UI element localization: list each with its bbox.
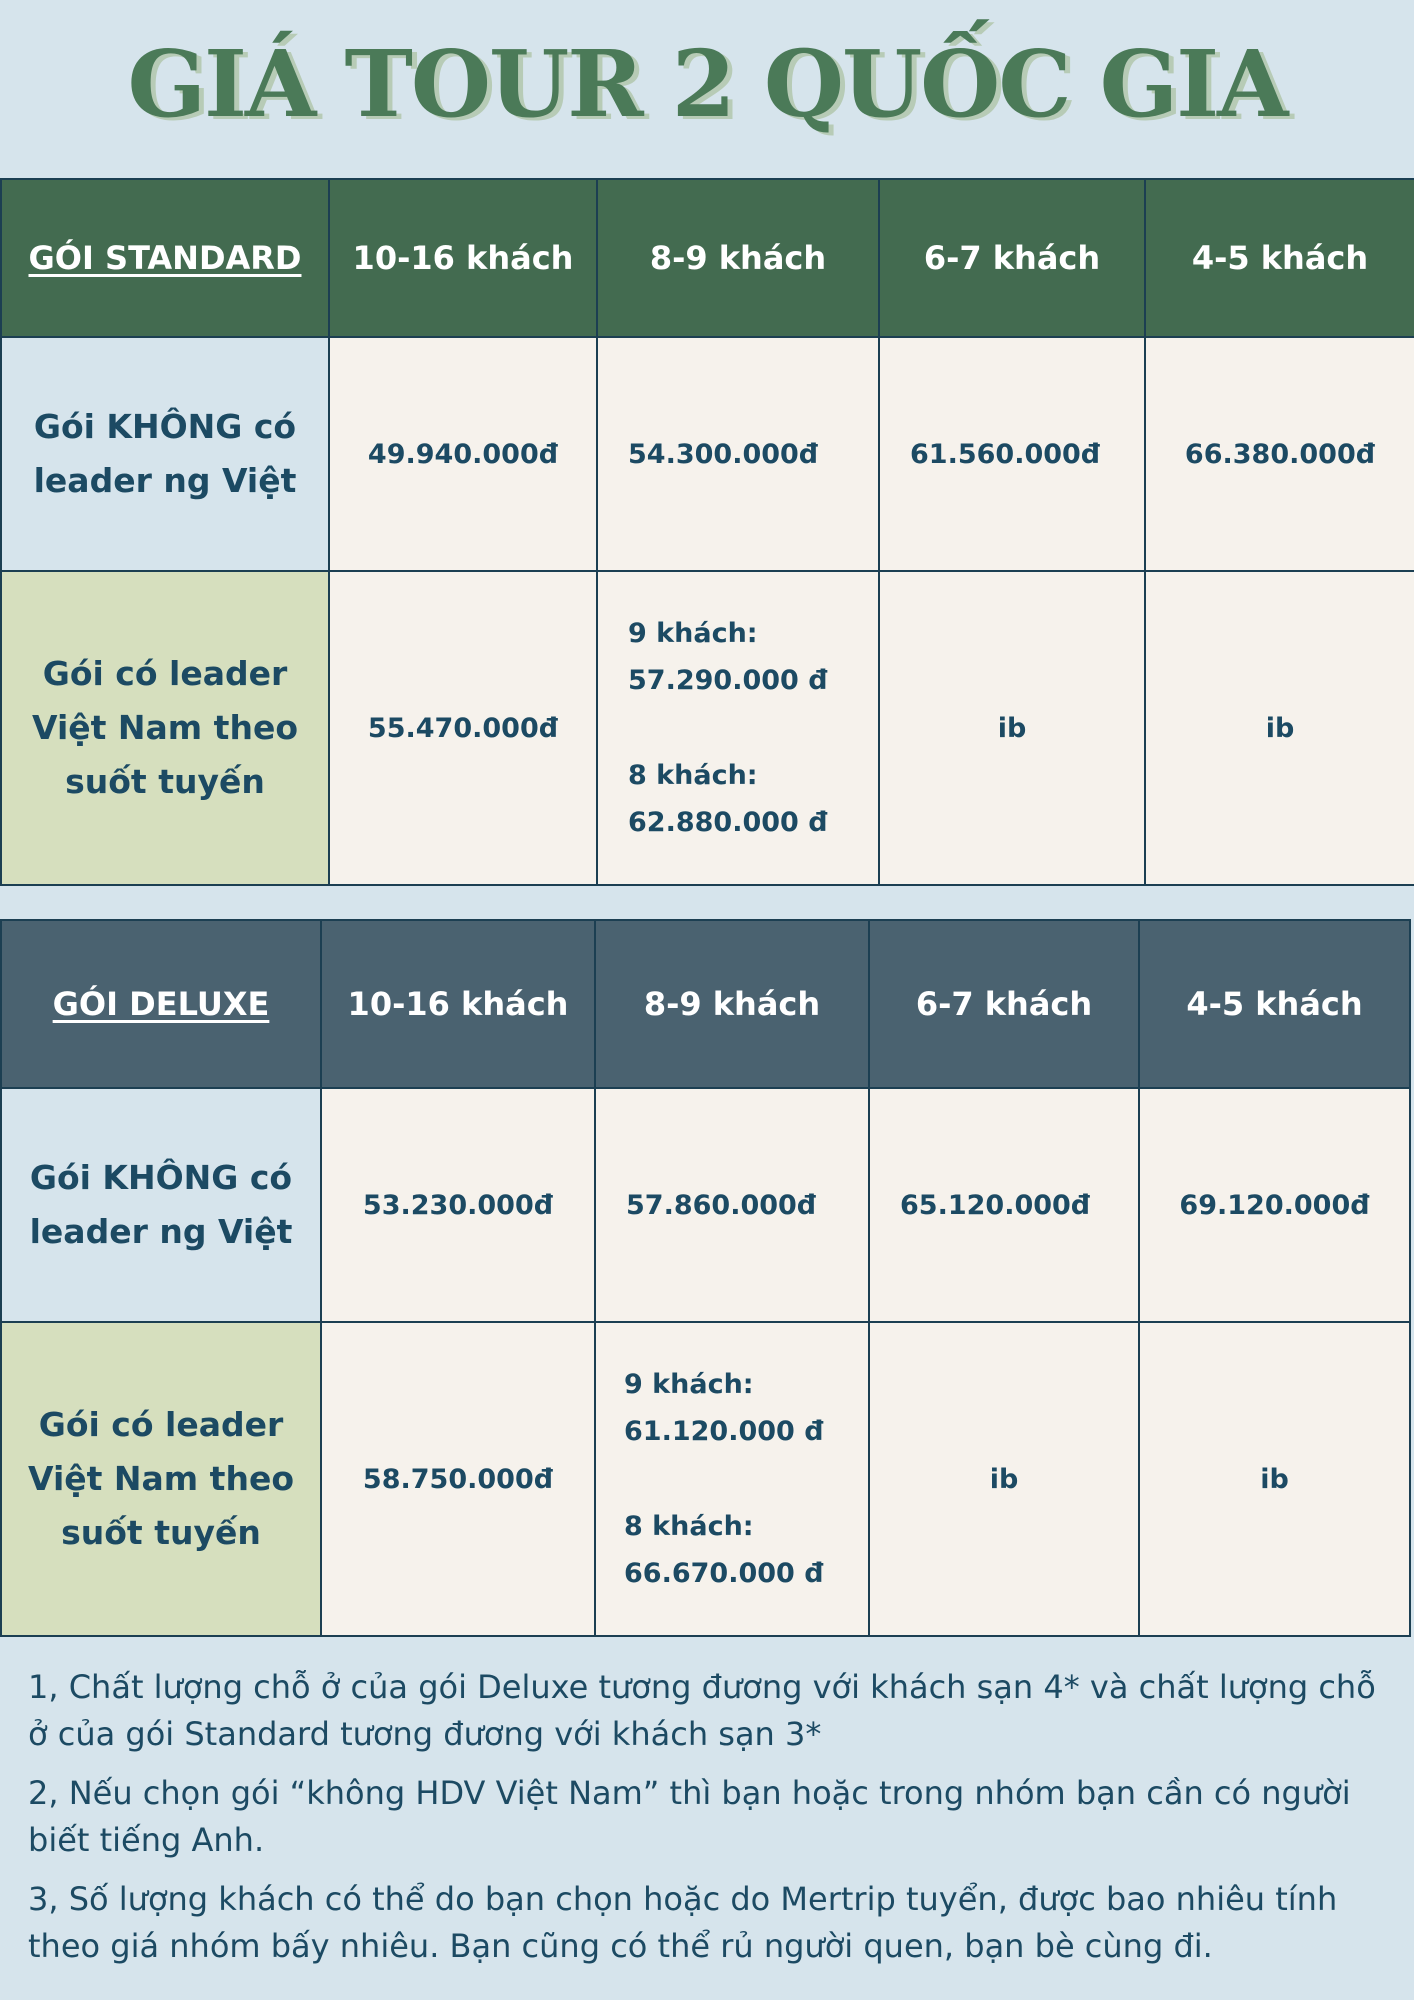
price-cell-multi: 9 khách: 61.120.000 đ 8 khách: 66.670.000 đ <box>595 1322 869 1636</box>
table-row <box>1 1088 1410 1322</box>
price-cell: 66.380.000đ <box>1145 337 1414 571</box>
row-label-with-leader: Gói có leader Việt Nam theo suốt tuyến <box>1 571 329 885</box>
package-name-deluxe: GÓI DELUXE <box>1 920 321 1088</box>
price-cell: ib <box>1145 571 1414 885</box>
price-cell: 54.300.000đ <box>597 337 879 571</box>
table-row <box>1 337 1414 571</box>
column-header: 4-5 khách <box>1139 920 1410 1088</box>
notes-section <box>28 1664 1398 1982</box>
standard-price-table <box>0 178 1414 886</box>
row-label-no-leader: Gói KHÔNG có leader ng Việt <box>1 337 329 571</box>
note-item: 2, Nếu chọn gói “không HDV Việt Nam” thì bạn hoặc trong nhóm bạn cần có người biết tiếng Anh. <box>28 1774 1351 1859</box>
table-header-row <box>1 920 1410 1088</box>
price-cell: 65.120.000đ <box>869 1088 1139 1322</box>
column-header: 8-9 khách <box>595 920 869 1088</box>
note-item: 1, Chất lượng chỗ ở của gói Deluxe tương đương với khách sạn 4* và chất lượng chỗ ở của gói Standard tương đương với khách sạn 3* <box>28 1668 1376 1753</box>
note-item: 3, Số lượng khách có thể do bạn chọn hoặc do Mertrip tuyển, được bao nhiêu tính theo giá nhóm bấy nhiêu. Bạn cũng có thể rủ người quen, bạn bè cùng đi. <box>28 1880 1338 1965</box>
column-header: 4-5 khách <box>1145 179 1414 337</box>
column-header: 6-7 khách <box>869 920 1139 1088</box>
price-cell: ib <box>879 571 1145 885</box>
column-header: 8-9 khách <box>597 179 879 337</box>
price-cell: 53.230.000đ <box>321 1088 595 1322</box>
row-label-no-leader: Gói KHÔNG có leader ng Việt <box>1 1088 321 1322</box>
price-cell: 69.120.000đ <box>1139 1088 1410 1322</box>
table-row <box>1 1322 1410 1636</box>
column-header: 10-16 khách <box>321 920 595 1088</box>
price-cell: 61.560.000đ <box>879 337 1145 571</box>
price-cell: 55.470.000đ <box>329 571 597 885</box>
table-header-row <box>1 179 1414 337</box>
table-row <box>1 571 1414 885</box>
price-cell: 58.750.000đ <box>321 1322 595 1636</box>
package-name-standard: GÓI STANDARD <box>1 179 329 337</box>
price-cell: ib <box>869 1322 1139 1636</box>
deluxe-price-table <box>0 919 1411 1637</box>
page-title: GIÁ TOUR 2 QUỐC GIA <box>127 30 1287 138</box>
row-label-with-leader: Gói có leader Việt Nam theo suốt tuyến <box>1 1322 321 1636</box>
price-cell: 57.860.000đ <box>595 1088 869 1322</box>
price-cell: ib <box>1139 1322 1410 1636</box>
column-header: 6-7 khách <box>879 179 1145 337</box>
column-header: 10-16 khách <box>329 179 597 337</box>
price-cell-multi: 9 khách: 57.290.000 đ 8 khách: 62.880.000 đ <box>597 571 879 885</box>
price-cell: 49.940.000đ <box>329 337 597 571</box>
